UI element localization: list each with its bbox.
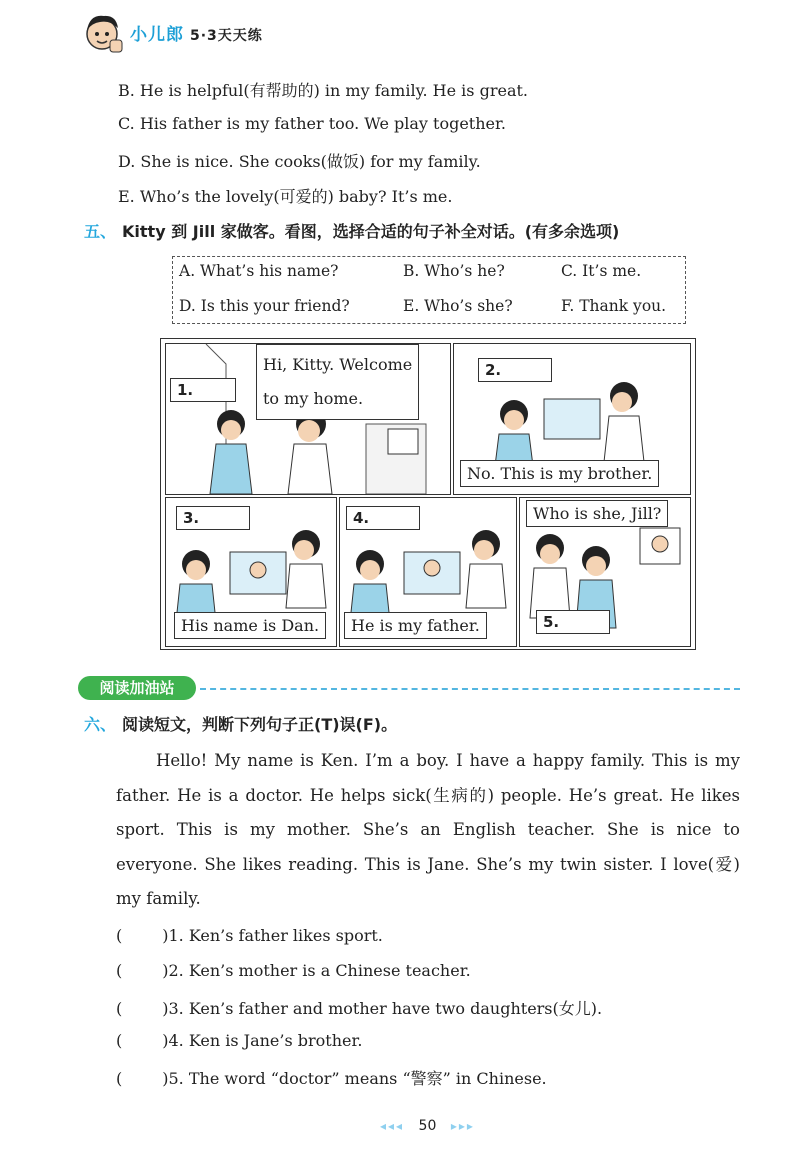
- answer-paren-open[interactable]: (: [116, 1031, 123, 1050]
- answer-blank-5[interactable]: 5.: [536, 610, 610, 634]
- brand-name: 小儿郎: [130, 25, 184, 45]
- page-dots-right-icon: ▸▸▸: [450, 1119, 475, 1133]
- reading-passage: Hello! My name is Ken. I’m a boy. I have a happy family. This is my father. He is a doctor. He helps sick(生病的) people. He’s great. He likes sport. This is my mother. She’s an English teacher. She is nice to everyone. She likes reading. This is Jane. She’s my twin sister. I love(爱) my family.: [116, 751, 740, 908]
- answer-paren-open[interactable]: (: [116, 961, 123, 980]
- section-5-title: [84, 219, 619, 242]
- option-line-c: C. His father is my father too. We play together.: [118, 114, 506, 133]
- welcome-line-1: Hi, Kitty. Welcome: [263, 355, 413, 374]
- page-number-value: 50: [418, 1118, 437, 1134]
- option-e: E. Who’s she?: [403, 297, 513, 315]
- question-5: [116, 1066, 547, 1089]
- welcome-line-2: to my home.: [263, 389, 364, 408]
- question-1: [116, 926, 383, 945]
- question-3-text: 3. Ken’s father and mother have two daughters(女儿).: [168, 999, 603, 1018]
- comic-panel-3: [165, 497, 337, 647]
- answer-blank-1[interactable]: 1.: [170, 378, 236, 402]
- series-name: 5·3天天练: [190, 28, 263, 44]
- answer-blank-2[interactable]: 2.: [478, 358, 552, 382]
- his-name-bubble: His name is Dan.: [174, 612, 326, 639]
- option-b: B. Who’s he?: [403, 262, 505, 280]
- section-5-number: 五、: [84, 222, 117, 241]
- question-3: [116, 996, 602, 1019]
- section-5-text: Kitty 到 Jill 家做客。看图，选择合适的句子补全对话。(有多余选项): [122, 222, 620, 241]
- comic-strip: [160, 338, 696, 650]
- option-line-e: E. Who’s the lovely(可爱的) baby? It’s me.: [118, 187, 453, 206]
- answer-paren-close: ): [162, 961, 169, 980]
- section-6-title: [84, 712, 397, 735]
- question-5-text: 5. The word “doctor” means “警察” in Chinese.: [168, 1069, 547, 1088]
- question-4-text: 4. Ken is Jane’s brother.: [168, 1031, 363, 1050]
- question-2-text: 2. Ken’s mother is a Chinese teacher.: [168, 961, 471, 980]
- answer-paren-close: ): [162, 1031, 169, 1050]
- answer-paren-open[interactable]: (: [116, 926, 123, 945]
- welcome-bubble: [256, 344, 419, 420]
- answer-paren-close: ): [162, 999, 169, 1018]
- question-2: [116, 961, 471, 980]
- reading-banner: 阅读加油站: [78, 676, 196, 700]
- page-dots-left-icon: ◂◂◂: [380, 1119, 405, 1133]
- options-box: [172, 256, 686, 324]
- question-4: [116, 1031, 362, 1050]
- option-f: F. Thank you.: [561, 297, 667, 315]
- answer-paren-close: ): [162, 1069, 169, 1088]
- section-divider: [200, 688, 740, 690]
- section-6-text: 阅读短文，判断下列句子正(T)误(F)。: [122, 715, 398, 734]
- mascot-logo-icon: [80, 10, 136, 56]
- father-bubble: He is my father.: [344, 612, 487, 639]
- answer-blank-3[interactable]: 3.: [176, 506, 250, 530]
- comic-panel-5: [519, 497, 691, 647]
- option-line-d: D. She is nice. She cooks(做饭) for my family.: [118, 152, 481, 171]
- option-d: D. Is this your friend?: [179, 297, 350, 315]
- comic-panel-2: [453, 343, 691, 495]
- answer-paren-open[interactable]: (: [116, 999, 123, 1018]
- header-brand: [130, 20, 263, 45]
- option-line-b: B. He is helpful(有帮助的) in my family. He is great.: [118, 81, 528, 100]
- option-c: C. It’s me.: [561, 262, 642, 280]
- comic-panel-1: [165, 343, 451, 495]
- answer-blank-4[interactable]: 4.: [346, 506, 420, 530]
- answer-paren-open[interactable]: (: [116, 1069, 123, 1088]
- who-she-bubble: Who is she, Jill?: [526, 500, 668, 527]
- brother-bubble: No. This is my brother.: [460, 460, 659, 487]
- page-number: [380, 1118, 475, 1134]
- option-a: A. What’s his name?: [179, 262, 339, 280]
- comic-panel-4: [339, 497, 517, 647]
- question-1-text: 1. Ken’s father likes sport.: [168, 926, 383, 945]
- answer-paren-close: ): [162, 926, 169, 945]
- section-6-number: 六、: [84, 715, 117, 734]
